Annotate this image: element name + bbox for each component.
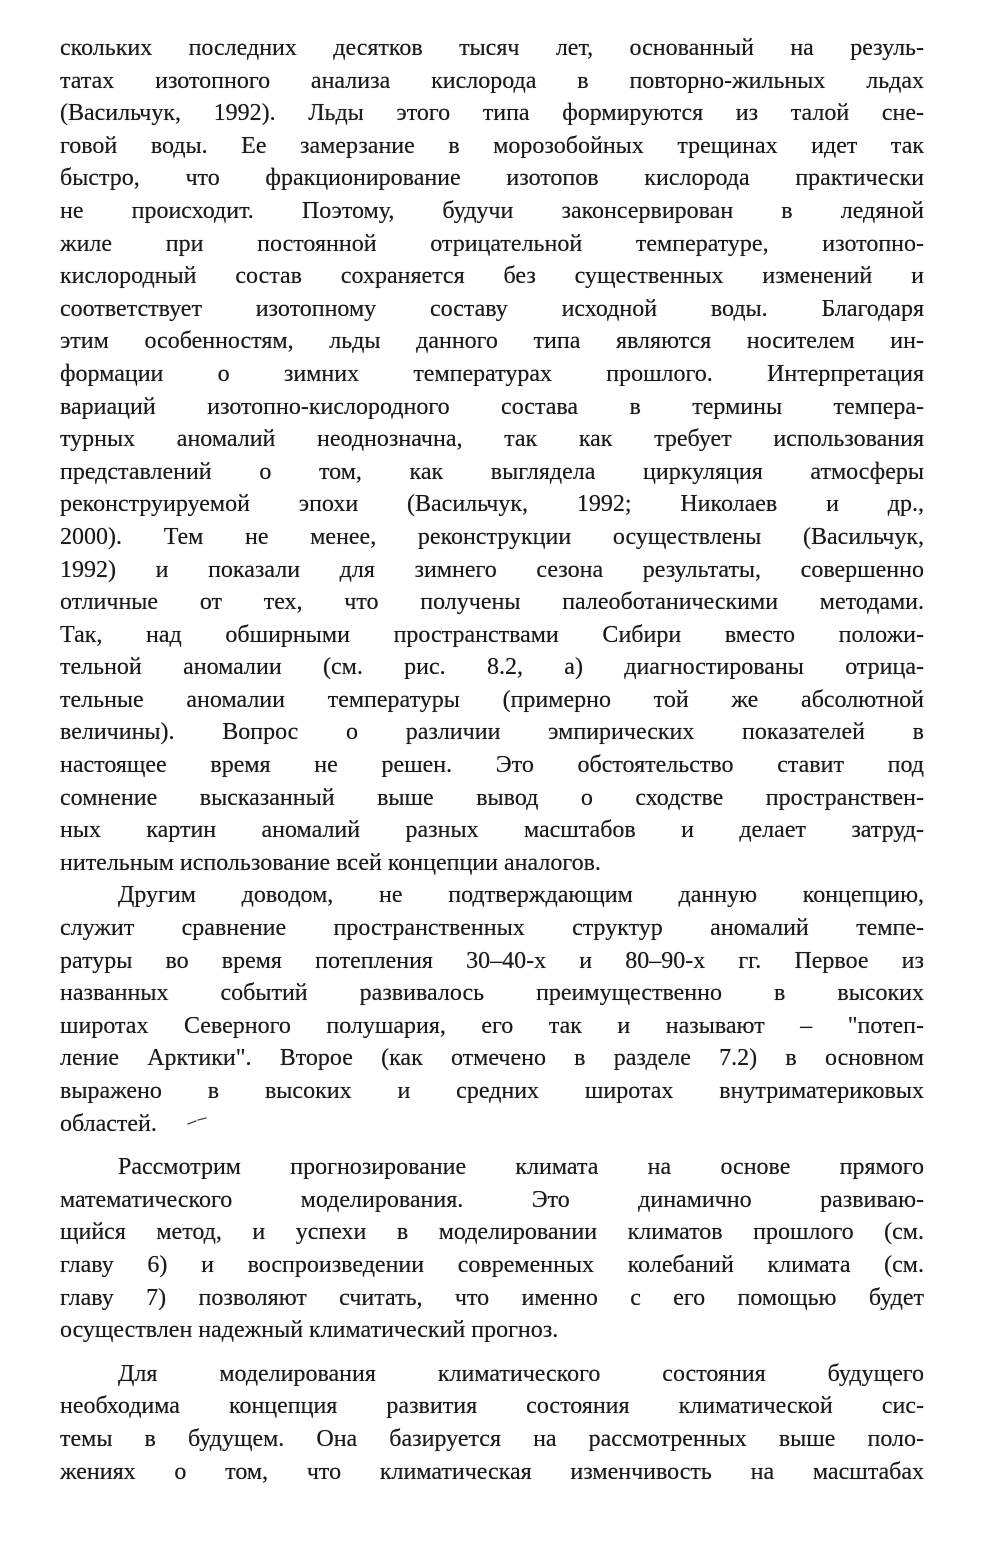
text-line: сомнение высказанный выше вывод о сходстве пространствен- — [60, 784, 924, 811]
text-line: выражено в высоких и средних широтах внутриматериковых — [60, 1078, 924, 1104]
text-line: формации о зимних температурах прошлого. Интерпретация — [60, 360, 924, 387]
document-page — [60, 32, 924, 1488]
paragraph-2 — [60, 879, 924, 1140]
text-line: татах изотопного анализа кислорода в повторно-жильных льдах — [60, 67, 924, 94]
text-line: кислородный состав сохраняется без существенных изменений и — [60, 263, 924, 290]
text-line: ных картин аномалий разных масштабов и делает затруд- — [60, 817, 924, 844]
text-line: темы в будущем. Она базируется на рассмотренных выше поло- — [60, 1425, 924, 1452]
text-line: главу 6) и воспроизведении современных колебаний климата (см. — [60, 1251, 924, 1278]
text-line: этим особенностям, льды данного типа являются носителем ин- — [60, 328, 924, 355]
text-line: математического моделирования. Это динамично развиваю- — [60, 1186, 924, 1213]
text-line: Так, над обширными пространствами Сибири вместо положи- — [60, 621, 924, 648]
text-line: главу 7) позволяют считать, что именно с его помощью будет — [60, 1284, 924, 1311]
text-line: вариаций изотопно-кислородного состава в термины темпера- — [60, 393, 924, 420]
text-line: осуществлен надежный климатический прогноз. — [60, 1317, 559, 1344]
text-line: ратуры во время потепления 30–40-х и 80–90-х гг. Первое из — [60, 947, 924, 974]
text-line: названных событий развивалось преимущественно в высоких — [60, 980, 924, 1007]
text-line: говой воды. Ее замерзание в морозобойных трещинах идет так — [60, 132, 924, 159]
paragraph-4 — [60, 1358, 924, 1488]
text-line: быстро, что фракционирование изотопов кислорода практически — [60, 165, 924, 192]
text-line: 2000). Тем не менее, реконструкции осуществлены (Васильчук, — [60, 523, 924, 550]
text-line: Для моделирования климатического состояния будущего — [118, 1360, 924, 1387]
text-line: областей. — [60, 1110, 157, 1137]
text-line: жениях о том, что климатическая изменчивость на масштабах — [60, 1458, 924, 1485]
text-line: тельной аномалии (см. рис. 8.2, а) диагностированы отрица- — [60, 654, 924, 681]
text-line: соответствует изотопному составу исходной воды. Благодаря — [60, 295, 924, 322]
text-line: представлений о том, как выглядела циркуляция атмосферы — [60, 458, 924, 485]
text-line: необходима концепция развития состояния климатической сис- — [60, 1393, 924, 1420]
text-line: скольких последних десятков тысяч лет, основанный на резуль- — [60, 35, 924, 61]
text-line: широтах Северного полушария, его так и называют – "потеп- — [60, 1012, 924, 1039]
text-line: настоящее время не решен. Это обстоятельство ставит под — [60, 752, 924, 779]
paragraph-1 — [60, 32, 924, 879]
paragraph-3 — [60, 1151, 924, 1347]
scan-speck — [186, 1116, 212, 1126]
text-line: (Васильчук, 1992). Льды этого типа формируются из талой сне- — [60, 100, 924, 127]
text-line: отличные от тех, что получены палеоботаническими методами. — [60, 589, 924, 616]
text-line: не происходит. Поэтому, будучи законсервирован в ледяной — [60, 197, 924, 224]
text-line: турных аномалий неоднозначна, так как требует использования — [60, 426, 924, 453]
text-line: Рассмотрим прогнозирование климата на основе прямого — [118, 1154, 924, 1181]
text-line: жиле при постоянной отрицательной температуре, изотопно- — [60, 230, 924, 257]
text-line: нительным использование всей концепции аналогов. — [60, 849, 601, 876]
text-line: служит сравнение пространственных структур аномалий темпе- — [60, 915, 924, 942]
text-line: ление Арктики". Второе (как отмечено в разделе 7.2) в основном — [60, 1045, 924, 1072]
text-line: Другим доводом, не подтверждающим данную концепцию, — [118, 882, 924, 909]
text-line: щийся метод, и успехи в моделировании климатов прошлого (см. — [60, 1219, 924, 1246]
text-line: величины). Вопрос о различии эмпирических показателей в — [60, 719, 924, 746]
text-line: реконструируемой эпохи (Васильчук, 1992; Николаев и др., — [60, 491, 924, 518]
text-line: 1992) и показали для зимнего сезона результаты, совершенно — [60, 556, 924, 583]
text-line: тельные аномалии температуры (примерно той же абсолютной — [60, 686, 924, 713]
